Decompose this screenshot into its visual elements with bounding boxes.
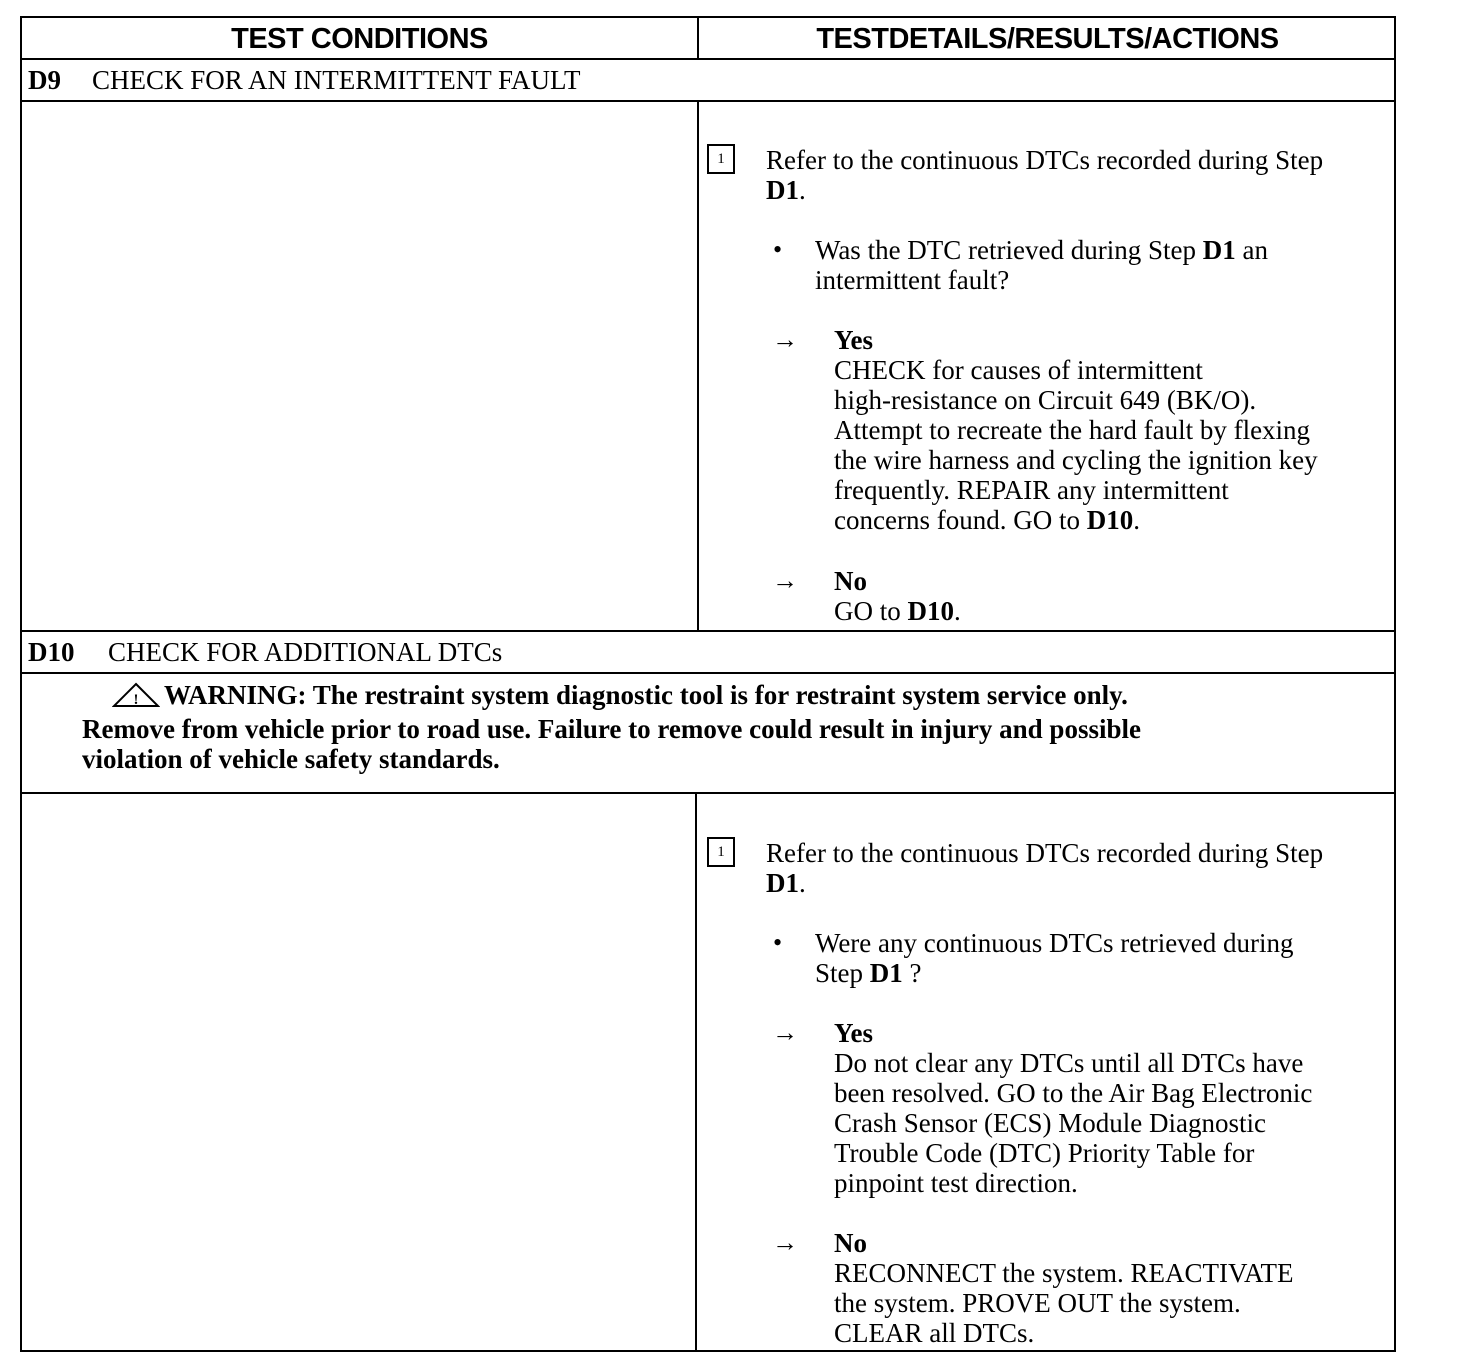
d10-no-line: the system. PROVE OUT the system. [834,1288,1241,1318]
d9-yes-last-ref: D10 [1086,505,1134,535]
d10-question-ref: D1 [869,958,903,988]
d10-no-branch [834,1228,1384,1348]
warning-divider [22,792,1394,794]
d9-bullet: • [773,235,783,264]
warning-line: Remove from vehicle prior to road use. Failure to remove could result in injury and possible [82,714,1141,744]
d10-yes-arrow-icon: → [772,1018,798,1047]
d9-yes-line: CHECK for causes of intermittent [834,355,1203,385]
d9-yes-line: Attempt to recreate the hard fault by flexing [834,415,1311,445]
d9-question-pre: Was the DTC retrieved during Step [815,235,1196,265]
d9-step-title [28,60,581,100]
d9-no-post: . [954,596,961,626]
d9-instruction-end: . [799,175,806,205]
d9-column-divider [697,100,699,632]
d9-instruction [766,145,1391,205]
d9-question-ref: D1 [1202,235,1236,265]
d9-no-label: No [834,566,867,596]
d10-yes-line: been resolved. GO to the Air Bag Electronic [834,1078,1313,1108]
d9-step-id: D9 [28,65,61,95]
d9-question-line2: intermittent fault? [815,265,1010,295]
d10-warning [82,680,1282,774]
d9-question-post: an [1242,235,1268,265]
d9-title-divider [22,100,1394,102]
warning-line: violation of vehicle safety standards. [82,744,500,774]
d10-step-id: D10 [28,637,75,667]
d9-instruction-ref: D1 [766,175,799,205]
d10-no-label: No [834,1228,867,1258]
d10-no-line: CLEAR all DTCs. [834,1318,1035,1348]
d9-step-number-box: 1 [707,144,735,174]
d10-step-title-text: CHECK FOR ADDITIONAL DTCs [108,637,503,667]
d10-instruction [766,838,1391,898]
d10-instruction-text: Refer to the continuous DTCs recorded during Step [766,838,1324,868]
d10-column-divider [695,792,697,1352]
d10-yes-label: Yes [834,1018,873,1048]
d9-no-ref: D10 [907,596,954,626]
d9-yes-line: the wire harness and cycling the ignition key [834,445,1318,475]
d9-yes-last-post: . [1133,505,1140,535]
d10-question-post: ? [909,958,922,988]
d9-yes-line: frequently. REPAIR any intermittent [834,475,1229,505]
warning-triangle-icon [112,682,164,714]
d9-yes-branch [834,325,1384,535]
d10-title-divider [22,672,1394,674]
d10-yes-line: Crash Sensor (ECS) Module Diagnostic [834,1108,1266,1138]
d9-yes-line: high-resistance on Circuit 649 (BK/O). [834,385,1257,415]
d10-bullet: • [773,928,783,957]
d9-yes-last-pre: concerns found. GO to [834,505,1080,535]
svg-text:!: ! [133,692,139,708]
d10-question-pre: Step [815,958,864,988]
header-test-details: TESTDETAILS/RESULTS/ACTIONS [816,23,1279,55]
d10-yes-line: Trouble Code (DTC) Priority Table for [834,1138,1255,1168]
d10-question [815,928,1375,988]
d9-no-pre: GO to [834,596,901,626]
d9-instruction-text: Refer to the continuous DTCs recorded during Step [766,145,1324,175]
d9-no-branch [834,566,1384,626]
d9-yes-arrow-icon: → [772,325,798,354]
d10-step-title [28,632,502,672]
d9-yes-label: Yes [834,325,873,355]
d10-no-arrow-icon: → [772,1228,798,1257]
d10-instruction-ref: D1 [766,868,799,898]
d9-step-title-text: CHECK FOR AN INTERMITTENT FAULT [92,65,581,95]
d10-no-line: RECONNECT the system. REACTIVATE [834,1258,1294,1288]
d10-yes-branch [834,1018,1384,1198]
d10-instruction-end: . [799,868,806,898]
d10-yes-line: pinpoint test direction. [834,1168,1078,1198]
d9-question [815,235,1375,295]
d10-step-number-box: 1 [707,837,735,867]
header-test-conditions: TEST CONDITIONS [231,23,488,55]
warning-line: WARNING: The restraint system diagnostic tool is for restraint system service only. [164,680,1128,710]
d9-no-arrow-icon: → [772,566,798,595]
d10-yes-line: Do not clear any DTCs until all DTCs have [834,1048,1304,1078]
d10-question-line1: Were any continuous DTCs retrieved during [815,928,1294,958]
